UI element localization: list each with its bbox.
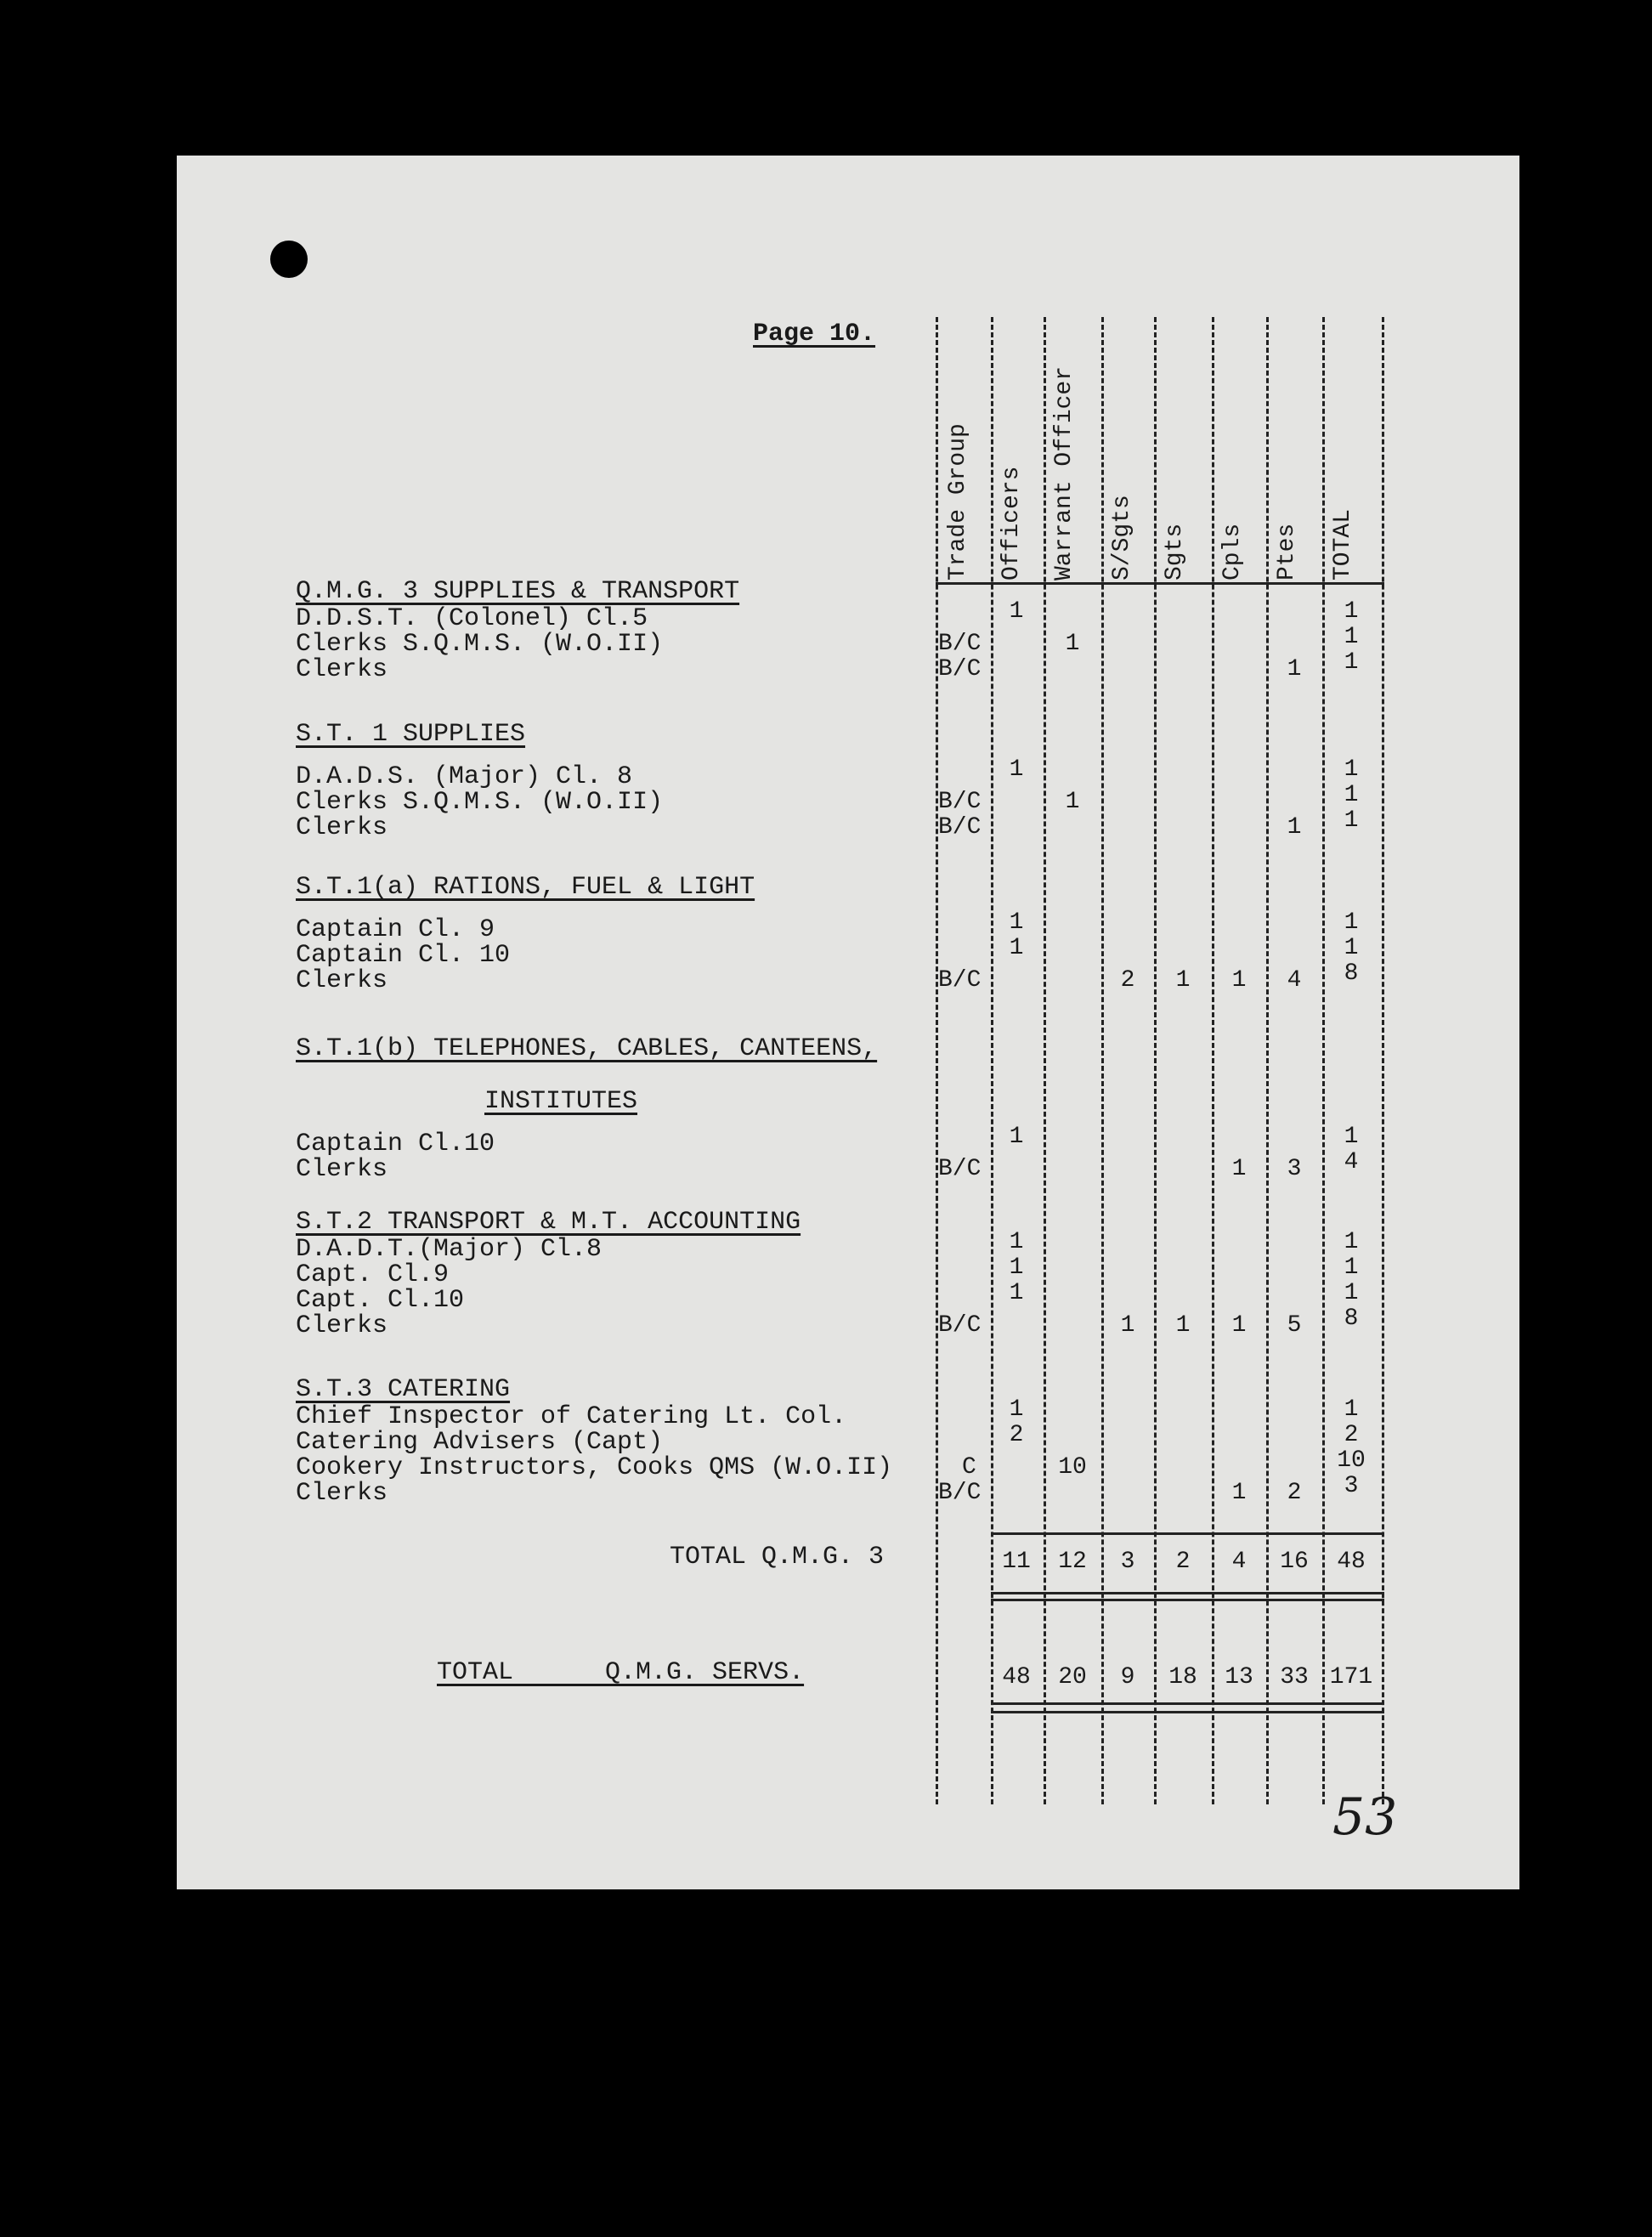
section-heading: S.T.1(a) RATIONS, FUEL & LIGHT: [296, 873, 755, 902]
column-header: TOTAL: [1330, 508, 1356, 580]
table-cell: 1: [1344, 649, 1359, 676]
table-cell: 1: [1344, 624, 1359, 650]
row-label: Captain Cl.10: [296, 1130, 495, 1158]
table-cell: 2: [1120, 967, 1135, 994]
table-cell: 1: [1009, 935, 1024, 961]
column-divider: [1044, 317, 1046, 1804]
table-cell: 1: [1175, 967, 1191, 994]
trade-group-cell: B/C: [938, 1312, 982, 1339]
table-cell: 1: [1065, 789, 1080, 815]
total-cell: 20: [1058, 1664, 1087, 1690]
table-cell: 1: [1344, 935, 1359, 961]
table-cell: 10: [1058, 1454, 1087, 1481]
table-cell: 1: [1175, 1312, 1191, 1339]
table-cell: 1: [1344, 1280, 1359, 1306]
total-cell: 18: [1168, 1664, 1197, 1690]
page-label: Page 10.: [753, 320, 876, 348]
total-rule: [991, 1711, 1384, 1713]
total-label: TOTAL Q.M.G. 3: [670, 1543, 885, 1572]
total-rule: [991, 1592, 1384, 1594]
total-cell: 16: [1280, 1549, 1309, 1575]
total-cell: 12: [1058, 1549, 1087, 1575]
table-cell: 1: [1009, 1254, 1024, 1281]
total-cell: 33: [1280, 1664, 1309, 1690]
total-rule: [991, 1532, 1384, 1535]
table-cell: 1: [1231, 967, 1247, 994]
table-cell: 1: [1344, 807, 1359, 834]
punch-hole: [270, 241, 308, 278]
row-label: Capt. Cl.10: [296, 1286, 465, 1315]
row-label: Clerks: [296, 655, 388, 684]
row-label: Clerks: [296, 1155, 388, 1184]
table-cell: 1: [1009, 1124, 1024, 1150]
table-cell: 1: [1287, 656, 1302, 682]
total-cell: 171: [1329, 1664, 1373, 1690]
column-divider: [1101, 317, 1104, 1804]
table-cell: 1: [1009, 1280, 1024, 1306]
total-rule: [991, 1599, 1384, 1601]
table-cell: 1: [1344, 1396, 1359, 1423]
table-cell: 1: [1231, 1156, 1247, 1182]
handwritten-page-number: 53: [1332, 1787, 1398, 1847]
table-cell: 1: [1009, 1229, 1024, 1255]
table-cell: 2: [1344, 1422, 1359, 1448]
section-heading: S.T. 1 SUPPLIES: [296, 720, 526, 749]
table-cell: 4: [1344, 1149, 1359, 1175]
row-label: Capt. Cl.9: [296, 1260, 450, 1289]
column-divider: [991, 317, 993, 1804]
section-heading: S.T.2 TRANSPORT & M.T. ACCOUNTING: [296, 1208, 801, 1237]
row-label: Clerks S.Q.M.S. (W.O.II): [296, 788, 664, 817]
row-label: Captain Cl. 10: [296, 941, 511, 970]
row-label: Chief Inspector of Catering Lt. Col.: [296, 1402, 847, 1431]
table-cell: 4: [1287, 967, 1302, 994]
header-rule: [936, 582, 1384, 585]
row-label: Clerks: [296, 966, 388, 995]
section-heading: S.T.1(b) TELEPHONES, CABLES, CANTEENS,: [296, 1034, 878, 1063]
table-cell: 1: [1344, 1254, 1359, 1281]
total-cell: 13: [1225, 1664, 1253, 1690]
trade-group-cell: B/C: [938, 656, 982, 682]
row-label: Cookery Instructors, Cooks QMS (W.O.II): [296, 1453, 893, 1482]
section-heading: Q.M.G. 3 SUPPLIES & TRANSPORT: [296, 577, 740, 606]
table-cell: 2: [1287, 1480, 1302, 1506]
table-cell: 1: [1344, 909, 1359, 936]
total-cell: 4: [1231, 1549, 1247, 1575]
trade-group-cell: B/C: [938, 814, 982, 841]
total-cell: 11: [1002, 1549, 1031, 1575]
table-cell: 1: [1009, 598, 1024, 625]
section-heading-continued: INSTITUTES: [484, 1087, 638, 1116]
document-page: [177, 156, 1519, 1889]
column-header: Cpls: [1219, 523, 1246, 580]
table-cell: 1: [1231, 1480, 1247, 1506]
total-cell: 2: [1175, 1549, 1191, 1575]
row-label: Clerks S.Q.M.S. (W.O.II): [296, 630, 664, 659]
column-header: Trade Group: [945, 423, 971, 580]
table-cell: 8: [1344, 1305, 1359, 1332]
column-header: Ptes: [1274, 523, 1300, 580]
table-cell: 1: [1009, 756, 1024, 783]
total-cell: 3: [1120, 1549, 1135, 1575]
column-header: Officers: [999, 466, 1025, 580]
trade-group-cell: B/C: [938, 1480, 982, 1506]
table-cell: 1: [1287, 814, 1302, 841]
column-header: Warrant Officer: [1051, 365, 1078, 580]
section-heading: S.T.3 CATERING: [296, 1375, 511, 1404]
table-cell: 1: [1009, 909, 1024, 936]
column-header: S/Sgts: [1109, 495, 1135, 580]
table-cell: 10: [1337, 1447, 1366, 1474]
row-label: Catering Advisers (Capt): [296, 1428, 664, 1457]
trade-group-cell: B/C: [938, 1156, 982, 1182]
table-cell: 8: [1344, 960, 1359, 987]
table-cell: 1: [1120, 1312, 1135, 1339]
table-cell: 1: [1344, 782, 1359, 808]
table-cell: 1: [1231, 1312, 1247, 1339]
total-cell: 48: [1002, 1664, 1031, 1690]
trade-group-cell: B/C: [938, 967, 982, 994]
row-label: D.A.D.T.(Major) Cl.8: [296, 1235, 603, 1264]
table-cell: 1: [1344, 598, 1359, 625]
table-cell: 2: [1009, 1422, 1024, 1448]
column-divider: [1266, 317, 1269, 1804]
table-cell: 1: [1344, 1229, 1359, 1255]
row-label: Captain Cl. 9: [296, 915, 495, 944]
row-label: Clerks: [296, 1479, 388, 1508]
table-cell: 1: [1344, 756, 1359, 783]
row-label: D.A.D.S. (Major) Cl. 8: [296, 762, 633, 791]
column-divider: [1322, 317, 1325, 1804]
column-header: Sgts: [1162, 523, 1188, 580]
table-cell: 3: [1287, 1156, 1302, 1182]
row-label: D.D.S.T. (Colonel) Cl.5: [296, 604, 648, 633]
table-cell: 5: [1287, 1312, 1302, 1339]
trade-group-cell: B/C: [938, 631, 982, 657]
total-label: TOTAL Q.M.G. SERVS.: [437, 1658, 805, 1687]
trade-group-cell: C: [962, 1454, 976, 1481]
total-cell: 48: [1337, 1549, 1366, 1575]
table-cell: 1: [1344, 1124, 1359, 1150]
trade-group-cell: B/C: [938, 789, 982, 815]
table-cell: 1: [1009, 1396, 1024, 1423]
row-label: Clerks: [296, 813, 388, 842]
row-label: Clerks: [296, 1311, 388, 1340]
table-cell: 3: [1344, 1473, 1359, 1499]
total-cell: 9: [1120, 1664, 1135, 1690]
column-divider: [936, 317, 938, 1804]
column-divider: [1382, 317, 1384, 1804]
table-cell: 1: [1065, 631, 1080, 657]
column-divider: [1212, 317, 1214, 1804]
total-rule: [991, 1702, 1384, 1705]
column-divider: [1154, 317, 1157, 1804]
